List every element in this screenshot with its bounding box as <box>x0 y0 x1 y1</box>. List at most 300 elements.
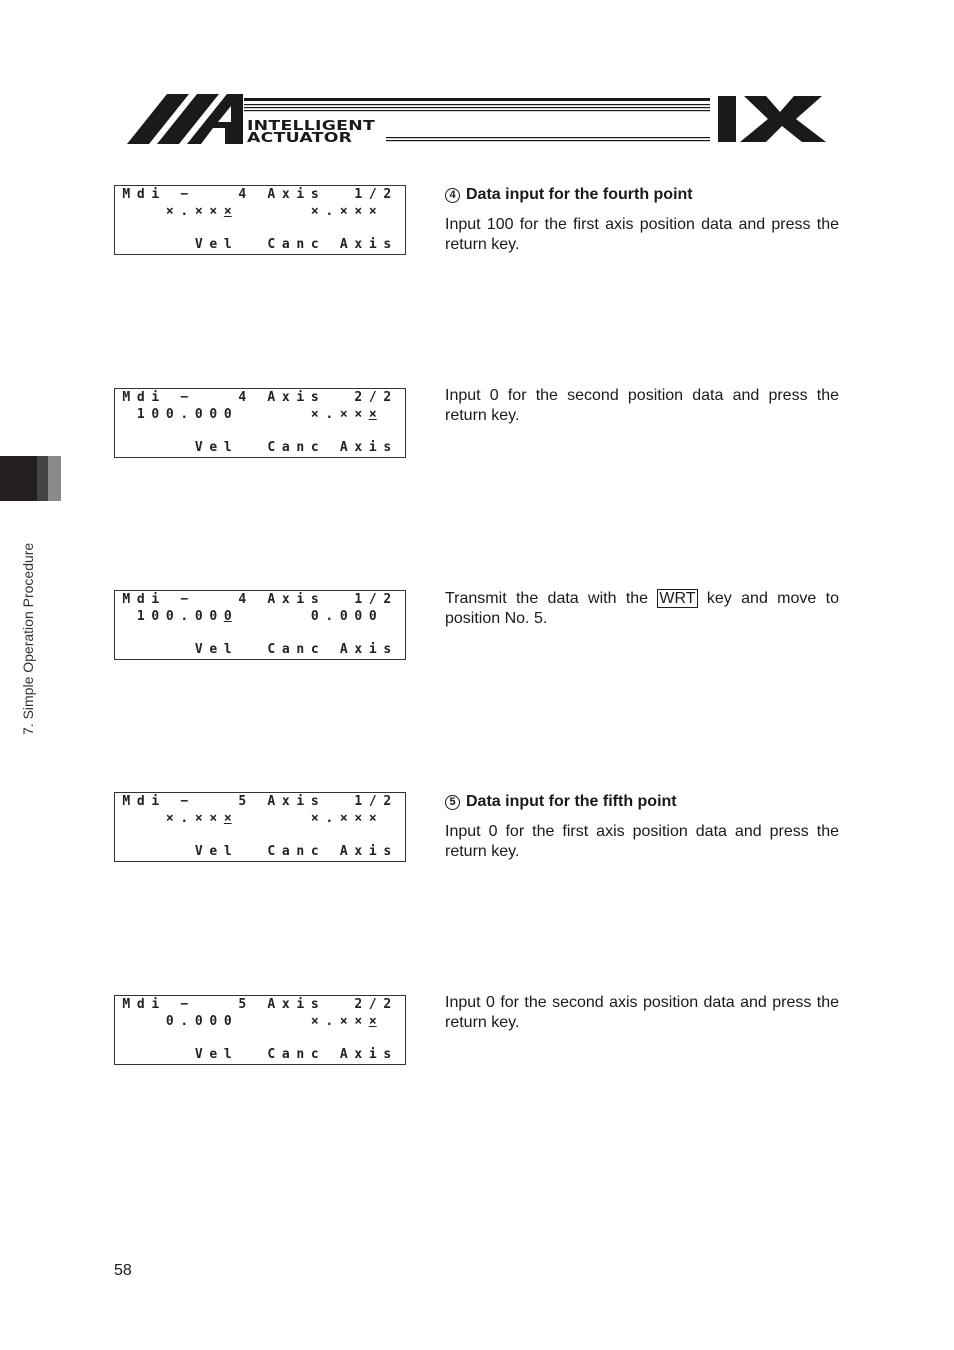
lcd-char: d <box>136 997 145 1012</box>
lcd-cursor-char: × <box>368 1014 377 1029</box>
step-fourth-point <box>445 185 839 255</box>
circled-number-icon: 5 <box>445 795 460 810</box>
lcd-char: x <box>354 844 363 859</box>
lcd-char: x <box>354 440 363 455</box>
lcd-char: 0 <box>310 609 319 624</box>
lcd-char: i <box>368 1047 377 1062</box>
lcd-char: x <box>281 187 290 202</box>
lcd-char: × <box>209 811 218 826</box>
lcd-char: V <box>194 237 203 252</box>
step-text <box>445 589 839 629</box>
lcd-char <box>221 794 236 810</box>
lcd-row-1 <box>119 592 395 608</box>
lcd-char: 2 <box>383 390 392 405</box>
lcd-char: − <box>180 592 189 607</box>
lcd-char <box>163 997 178 1013</box>
lcd-char <box>293 811 308 827</box>
lcd-char <box>221 390 236 406</box>
lcd-char: s <box>383 642 392 657</box>
step-heading <box>445 792 839 812</box>
lcd-char: n <box>296 440 305 455</box>
lcd-char: C <box>267 237 276 252</box>
lcd-char: . <box>180 407 189 422</box>
lcd-char <box>250 1047 265 1063</box>
lcd-char <box>250 609 265 625</box>
chapter-label: 7. Simple Operation Procedure <box>20 542 36 735</box>
lcd-char: l <box>223 642 232 657</box>
lcd-char: e <box>209 237 218 252</box>
lcd-char <box>250 390 265 406</box>
lcd-char <box>177 237 192 253</box>
lcd-screen <box>114 995 406 1065</box>
lcd-char: x <box>281 592 290 607</box>
lcd-char: i <box>296 592 305 607</box>
lcd-char <box>235 1047 250 1063</box>
step-text: Input 100 for the first axis position data and press the return key. <box>445 216 839 253</box>
lcd-char: x <box>354 237 363 252</box>
lcd-char: × <box>354 204 363 219</box>
lcd-char <box>119 1014 134 1030</box>
lcd-char <box>148 642 163 658</box>
lcd-char: n <box>296 642 305 657</box>
lcd-char: 4 <box>238 187 247 202</box>
lcd-char: n <box>296 1047 305 1062</box>
lcd-char: x <box>354 1047 363 1062</box>
lcd-char: c <box>310 237 319 252</box>
lcd-char: a <box>281 642 290 657</box>
lcd-cursor-char: × <box>223 811 232 826</box>
step-text: Input 0 for the first axis position data and press the return key. <box>445 823 839 860</box>
lcd-char: 0 <box>194 407 203 422</box>
lcd-char: V <box>194 440 203 455</box>
lcd-char <box>163 390 178 406</box>
lcd-char: × <box>368 811 377 826</box>
lcd-char: A <box>339 642 348 657</box>
lcd-char: i <box>296 794 305 809</box>
lcd-char: C <box>267 1047 276 1062</box>
lcd-char: A <box>339 237 348 252</box>
lcd-char: × <box>339 1014 348 1029</box>
lcd-char: A <box>339 440 348 455</box>
lcd-char: × <box>368 204 377 219</box>
lcd-char: − <box>180 187 189 202</box>
lcd-char <box>177 1047 192 1063</box>
lcd-char <box>134 204 149 220</box>
lcd-char: A <box>339 844 348 859</box>
lcd-char: c <box>310 1047 319 1062</box>
lcd-char: s <box>310 390 319 405</box>
lcd-char: s <box>383 237 392 252</box>
lcd-char <box>279 407 294 423</box>
lcd-char: 0 <box>194 609 203 624</box>
lcd-char <box>250 407 265 423</box>
lcd-row-3 <box>119 237 395 253</box>
lcd-char: l <box>223 237 232 252</box>
lcd-char: x <box>354 642 363 657</box>
lcd-char: 1 <box>354 592 363 607</box>
lcd-char: n <box>296 237 305 252</box>
lcd-row-1 <box>119 997 395 1013</box>
lcd-char: i <box>296 390 305 405</box>
lcd-char: 0 <box>223 407 232 422</box>
lcd-char <box>206 592 221 608</box>
text-before-key: Transmit the data with the <box>445 590 649 607</box>
lcd-char <box>206 187 221 203</box>
lcd-char: M <box>122 592 131 607</box>
lcd-char: i <box>151 997 160 1012</box>
lcd-char: 0 <box>339 609 348 624</box>
lcd-char: . <box>325 1014 334 1029</box>
lcd-char: . <box>180 204 189 219</box>
lcd-char <box>163 237 178 253</box>
lcd-char: 1 <box>354 794 363 809</box>
lcd-char <box>119 844 134 860</box>
lcd-char: × <box>310 204 319 219</box>
lcd-char: 1 <box>354 187 363 202</box>
lcd-row-2 <box>119 407 395 423</box>
step-fifth-second-axis <box>445 993 839 1033</box>
lcd-char: 0 <box>209 1014 218 1029</box>
lcd-char <box>206 794 221 810</box>
lcd-char <box>250 844 265 860</box>
lcd-char: 1 <box>136 407 145 422</box>
lcd-char: d <box>136 390 145 405</box>
lcd-char: i <box>151 794 160 809</box>
lcd-char <box>119 407 134 423</box>
lcd-char <box>322 440 337 456</box>
lcd-char <box>177 844 192 860</box>
lcd-char: 0 <box>354 609 363 624</box>
lcd-char <box>235 1014 250 1030</box>
lcd-char: 2 <box>383 997 392 1012</box>
logo-text-intelligent: INTELLIGENT <box>247 118 375 134</box>
lcd-char <box>337 187 352 203</box>
lcd-char <box>192 187 207 203</box>
lcd-row-3 <box>119 440 395 456</box>
lcd-char: i <box>151 187 160 202</box>
lcd-char: 0 <box>223 1014 232 1029</box>
lcd-char <box>177 642 192 658</box>
text-after-key: key and move to position No. 5. <box>445 590 839 627</box>
lcd-char <box>119 237 134 253</box>
lcd-char <box>380 1014 395 1030</box>
lcd-char <box>192 997 207 1013</box>
step-fifth-point <box>445 792 839 862</box>
lcd-char: A <box>339 1047 348 1062</box>
lcd-char: 0 <box>165 407 174 422</box>
lcd-char: V <box>194 642 203 657</box>
lcd-char <box>163 794 178 810</box>
lcd-char <box>250 794 265 810</box>
lcd-char <box>148 1047 163 1063</box>
lcd-char: V <box>194 844 203 859</box>
lcd-char <box>279 811 294 827</box>
lcd-char: i <box>368 440 377 455</box>
lcd-char <box>293 1014 308 1030</box>
circled-number-icon: 4 <box>445 188 460 203</box>
lcd-char: c <box>310 844 319 859</box>
lcd-screen <box>114 185 406 255</box>
lcd-char <box>250 592 265 608</box>
lcd-char <box>148 811 163 827</box>
lcd-char <box>337 794 352 810</box>
lcd-char <box>119 440 134 456</box>
chapter-tab <box>0 456 61 501</box>
lcd-char <box>264 811 279 827</box>
lcd-char: s <box>310 997 319 1012</box>
lcd-char: s <box>310 592 319 607</box>
lcd-char: 0 <box>368 609 377 624</box>
lcd-char: − <box>180 997 189 1012</box>
lcd-char: / <box>368 390 377 405</box>
lcd-char: × <box>339 811 348 826</box>
lcd-char: 2 <box>354 997 363 1012</box>
wrt-key-label: WRT <box>659 590 696 607</box>
lcd-char: s <box>383 440 392 455</box>
lcd-char <box>221 187 236 203</box>
lcd-char: × <box>165 811 174 826</box>
lcd-char <box>221 592 236 608</box>
lcd-char <box>322 390 337 406</box>
lcd-char: × <box>354 407 363 422</box>
lcd-char: − <box>180 794 189 809</box>
lcd-char <box>250 187 265 203</box>
lcd-char <box>235 642 250 658</box>
lcd-char: 0 <box>209 609 218 624</box>
ia-logo-mark <box>127 94 243 144</box>
lcd-char <box>177 440 192 456</box>
lcd-char: / <box>368 794 377 809</box>
lcd-char: × <box>354 811 363 826</box>
lcd-char: 0 <box>165 1014 174 1029</box>
lcd-char: c <box>310 642 319 657</box>
lcd-char: 4 <box>238 390 247 405</box>
lcd-char <box>250 1014 265 1030</box>
lcd-char: l <box>223 844 232 859</box>
lcd-char <box>119 811 134 827</box>
lcd-char <box>250 811 265 827</box>
lcd-char: i <box>151 390 160 405</box>
lcd-char: 5 <box>238 997 247 1012</box>
lcd-char <box>235 811 250 827</box>
lcd-char: d <box>136 794 145 809</box>
lcd-screen <box>114 590 406 660</box>
lcd-row-2 <box>119 1014 395 1030</box>
lcd-char: A <box>267 794 276 809</box>
lcd-char: − <box>180 390 189 405</box>
lcd-char <box>264 407 279 423</box>
lcd-char: 5 <box>238 794 247 809</box>
lcd-char: A <box>267 390 276 405</box>
lcd-char: V <box>194 1047 203 1062</box>
lcd-char: e <box>209 642 218 657</box>
lcd-char <box>119 609 134 625</box>
lcd-char <box>337 997 352 1013</box>
lcd-char <box>163 642 178 658</box>
lcd-char: c <box>310 440 319 455</box>
lcd-char <box>322 592 337 608</box>
lcd-char <box>250 440 265 456</box>
lcd-char <box>293 204 308 220</box>
lcd-char <box>192 390 207 406</box>
lcd-char <box>380 204 395 220</box>
lcd-char: d <box>136 592 145 607</box>
lcd-char <box>134 642 149 658</box>
lcd-char <box>264 204 279 220</box>
lcd-char <box>279 609 294 625</box>
lcd-char: C <box>267 844 276 859</box>
lcd-char: s <box>383 844 392 859</box>
lcd-char: e <box>209 1047 218 1062</box>
lcd-char: 0 <box>151 609 160 624</box>
lcd-char <box>134 237 149 253</box>
lcd-char <box>235 844 250 860</box>
lcd-char <box>322 794 337 810</box>
lcd-char <box>163 592 178 608</box>
lcd-row-2 <box>119 609 395 625</box>
lcd-row-3 <box>119 1047 395 1063</box>
lcd-cursor-char: × <box>368 407 377 422</box>
lcd-char <box>337 390 352 406</box>
lcd-char <box>250 997 265 1013</box>
lcd-char: / <box>368 187 377 202</box>
lcd-char: i <box>368 237 377 252</box>
lcd-char <box>148 844 163 860</box>
lcd-char <box>206 390 221 406</box>
lcd-char <box>264 1014 279 1030</box>
lcd-char: 1 <box>136 609 145 624</box>
lcd-char: × <box>310 407 319 422</box>
lcd-char: × <box>339 407 348 422</box>
ix-logo <box>716 94 828 144</box>
lcd-char: C <box>267 440 276 455</box>
lcd-char: 2 <box>383 592 392 607</box>
lcd-char <box>380 811 395 827</box>
lcd-char <box>134 844 149 860</box>
lcd-char <box>163 440 178 456</box>
lcd-char: 2 <box>354 390 363 405</box>
lcd-row-1 <box>119 794 395 810</box>
lcd-char: × <box>354 1014 363 1029</box>
lcd-row-2 <box>119 204 395 220</box>
lcd-char: i <box>368 844 377 859</box>
lcd-char: / <box>368 997 377 1012</box>
lcd-char: i <box>296 187 305 202</box>
lcd-char: . <box>325 407 334 422</box>
lcd-char: 2 <box>383 187 392 202</box>
lcd-char: 0 <box>209 407 218 422</box>
lcd-char: . <box>325 811 334 826</box>
lcd-char: M <box>122 390 131 405</box>
step-heading <box>445 185 839 205</box>
step-second-position <box>445 386 839 426</box>
lcd-char <box>134 440 149 456</box>
lcd-char: a <box>281 440 290 455</box>
lcd-char: M <box>122 794 131 809</box>
lcd-char <box>293 609 308 625</box>
lcd-char <box>380 609 395 625</box>
lcd-char: d <box>136 187 145 202</box>
step-transmit <box>445 589 839 629</box>
step-text: Input 0 for the second axis position data and press the return key. <box>445 994 839 1031</box>
lcd-char: 0 <box>151 407 160 422</box>
lcd-char: / <box>368 592 377 607</box>
lcd-char: × <box>339 204 348 219</box>
lcd-char: 0 <box>165 609 174 624</box>
lcd-char: x <box>281 794 290 809</box>
lcd-char <box>134 1047 149 1063</box>
heading-text: Data input for the fifth point <box>466 793 677 810</box>
lcd-char <box>192 592 207 608</box>
lcd-char <box>148 1014 163 1030</box>
lcd-char <box>337 592 352 608</box>
heading-text: Data input for the fourth point <box>466 186 693 203</box>
lcd-char: e <box>209 844 218 859</box>
lcd-char <box>119 1047 134 1063</box>
lcd-row-2 <box>119 811 395 827</box>
lcd-char: × <box>194 811 203 826</box>
lcd-char: e <box>209 440 218 455</box>
lcd-char: s <box>310 794 319 809</box>
lcd-char <box>322 642 337 658</box>
lcd-char: i <box>151 592 160 607</box>
lcd-char: . <box>180 811 189 826</box>
lcd-char: × <box>209 204 218 219</box>
lcd-char <box>134 811 149 827</box>
lcd-char <box>235 440 250 456</box>
lcd-char <box>380 407 395 423</box>
lcd-char: a <box>281 1047 290 1062</box>
lcd-char <box>250 642 265 658</box>
lcd-char: i <box>296 997 305 1012</box>
lcd-char <box>322 997 337 1013</box>
lcd-char: 2 <box>383 794 392 809</box>
lcd-char: M <box>122 187 131 202</box>
lcd-char: . <box>180 1014 189 1029</box>
lcd-char: × <box>194 204 203 219</box>
lcd-char: C <box>267 642 276 657</box>
lcd-char: a <box>281 844 290 859</box>
lcd-char: l <box>223 440 232 455</box>
lcd-char: a <box>281 237 290 252</box>
lcd-char <box>206 997 221 1013</box>
lcd-char: × <box>165 204 174 219</box>
lcd-char: . <box>325 609 334 624</box>
lcd-char <box>134 1014 149 1030</box>
lcd-char: × <box>310 811 319 826</box>
lcd-char <box>322 844 337 860</box>
lcd-screen <box>114 388 406 458</box>
lcd-char: x <box>281 997 290 1012</box>
lcd-char <box>119 204 134 220</box>
lcd-char <box>322 1047 337 1063</box>
lcd-char <box>235 609 250 625</box>
lcd-char: . <box>180 609 189 624</box>
lcd-char <box>264 609 279 625</box>
lcd-char: 0 <box>194 1014 203 1029</box>
lcd-char <box>192 794 207 810</box>
lcd-char: s <box>310 187 319 202</box>
lcd-char: . <box>325 204 334 219</box>
lcd-cursor-char: 0 <box>223 609 232 624</box>
lcd-char: s <box>383 1047 392 1062</box>
lcd-char <box>148 204 163 220</box>
lcd-char: 4 <box>238 592 247 607</box>
lcd-char <box>221 997 236 1013</box>
lcd-char <box>119 642 134 658</box>
lcd-screen <box>114 792 406 862</box>
lcd-cursor-char: × <box>223 204 232 219</box>
